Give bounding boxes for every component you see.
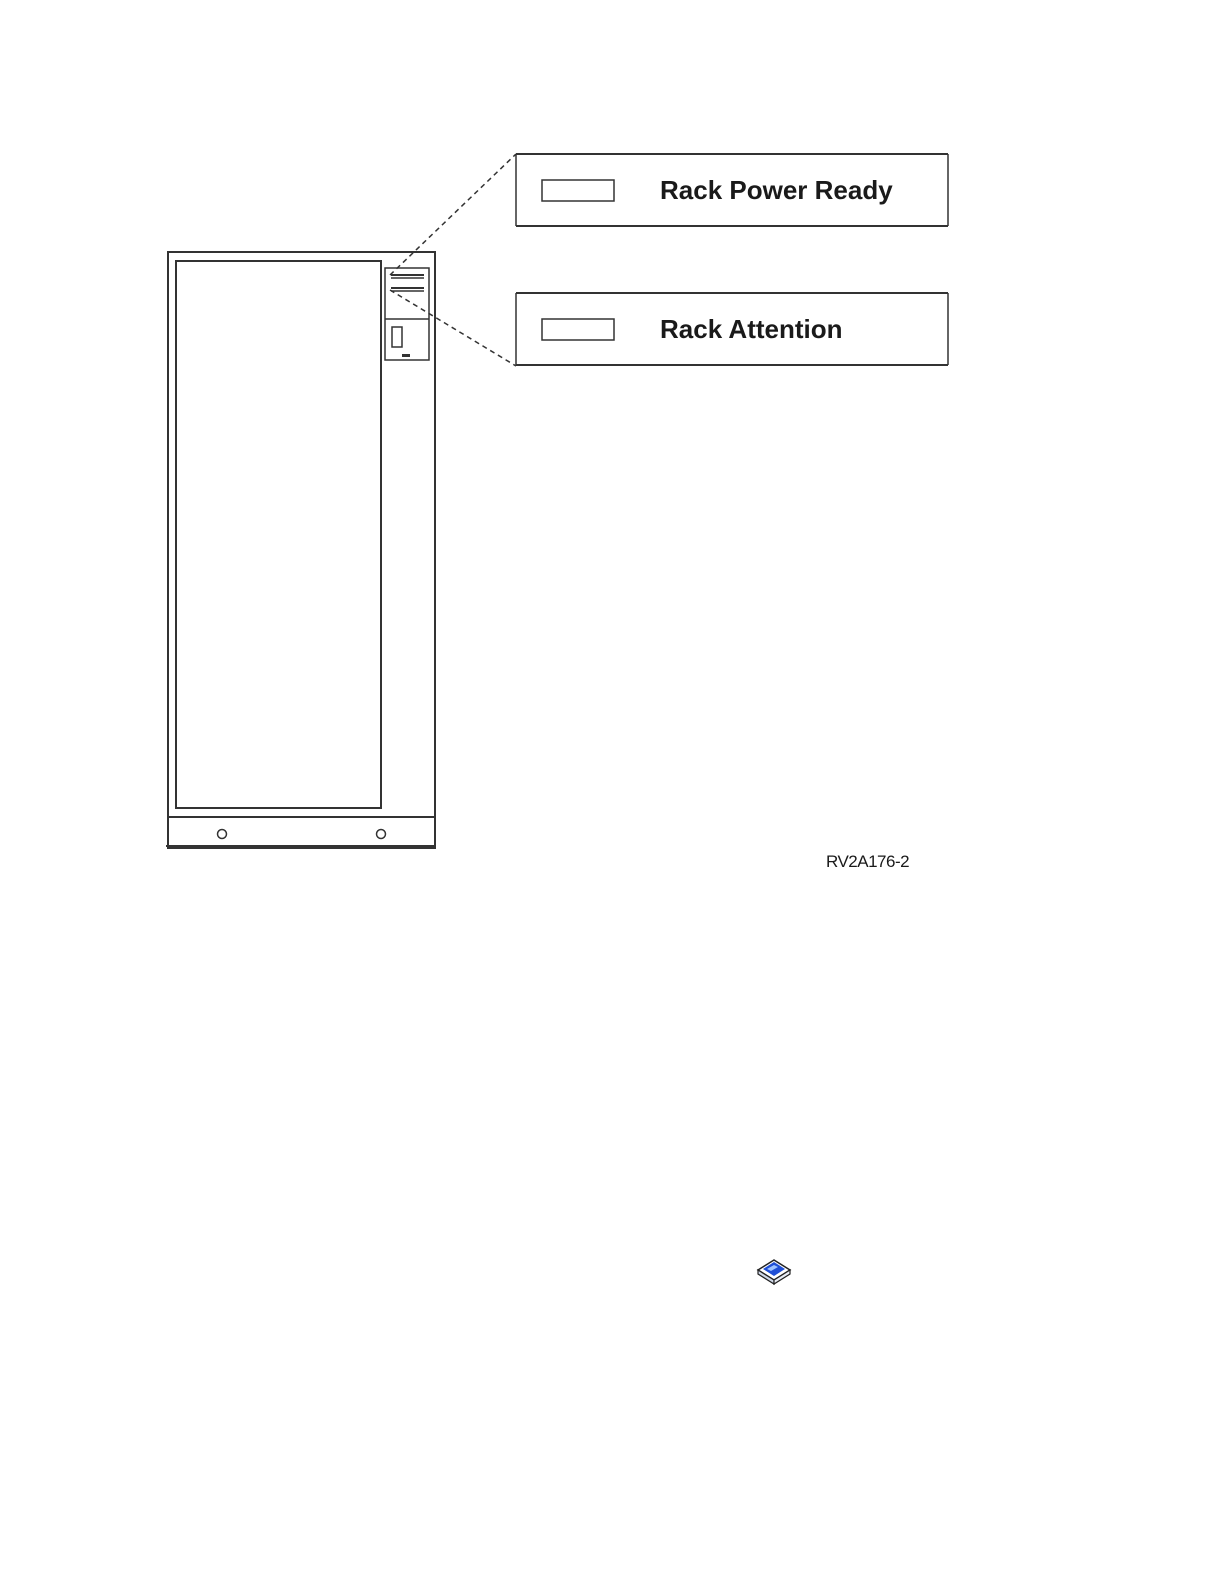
rack-power-switch [392, 327, 402, 347]
rack-door-panel [176, 261, 381, 808]
rack-attention-indicator [542, 319, 614, 340]
rack-switch-mark [402, 354, 410, 357]
callout-leaders [390, 154, 516, 366]
callout-rack-power-ready [516, 154, 948, 226]
leader-power-ready [390, 154, 516, 275]
rack-cabinet [166, 252, 436, 848]
rack-attention-label: Rack Attention [660, 314, 843, 344]
rack-indicator-panel [385, 268, 429, 360]
rack-outer-frame [168, 252, 435, 848]
rack-power-ready-label: Rack Power Ready [660, 175, 893, 205]
book-icon[interactable] [758, 1260, 790, 1284]
callout-rack-attention [516, 293, 948, 365]
rack-foot-right [377, 830, 386, 839]
figure-id: RV2A176-2 [826, 852, 910, 871]
rack-power-ready-indicator [542, 180, 614, 201]
rack-foot-left [218, 830, 227, 839]
